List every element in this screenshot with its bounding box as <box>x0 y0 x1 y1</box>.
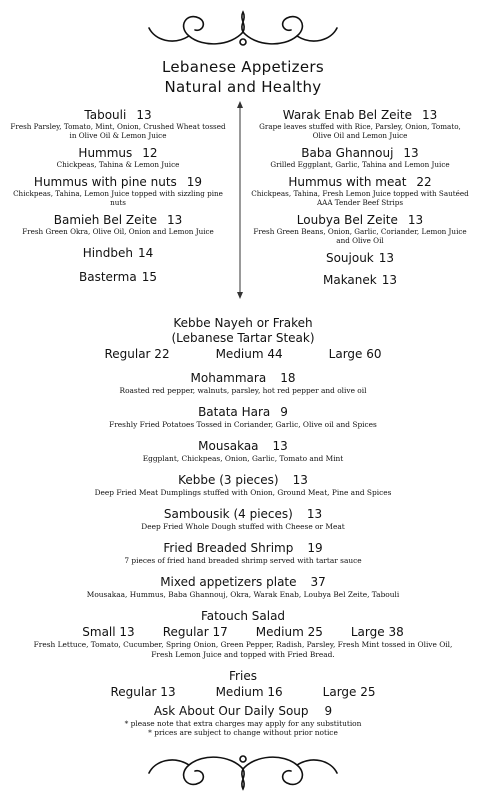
size-options <box>0 346 486 362</box>
menu-item <box>0 439 486 464</box>
item-name: Mixed appetizers plate <box>160 575 297 589</box>
note: * prices are subject to change without prior notice <box>148 728 338 737</box>
size-option: Large 25 <box>322 685 376 699</box>
menu-item <box>0 575 486 600</box>
item-name: Fatouch Salad <box>200 609 286 623</box>
item-name: Mohammara <box>190 371 267 385</box>
item-description: Deep Fried Meat Dumplings stuffed with Onion, Ground Meat, Pine and Spices <box>94 488 392 497</box>
full-width-section <box>0 316 486 737</box>
item-name: Fried Breaded Shrimp <box>163 541 294 555</box>
item-price: 22 <box>416 175 432 189</box>
item-price: 13 <box>306 507 323 521</box>
menu-item <box>8 270 228 284</box>
item-name: Loubya Bel Zeite <box>296 213 398 227</box>
size-option: Regular 13 <box>110 685 176 699</box>
menu-item <box>250 213 470 245</box>
item-description: Eggplant, Chickpeas, Onion, Garlic, Tomato and Mint <box>142 454 344 463</box>
left-column <box>8 108 228 290</box>
item-name: Ask About Our Daily Soup <box>153 704 309 718</box>
item-price: 13 <box>378 251 395 265</box>
menu-item <box>250 175 470 207</box>
menu-item-fatouch <box>0 609 486 660</box>
menu-title: Lebanese Appetizers <box>162 58 324 76</box>
ornament-bottom <box>143 745 343 795</box>
item-price: 14 <box>137 246 154 260</box>
menu-item <box>0 507 486 532</box>
item-description: Chickpeas, Tahina, Lemon Juice topped with sizzling pine nuts <box>13 189 223 207</box>
size-options <box>0 684 486 700</box>
menu-item <box>8 246 228 260</box>
item-price: 13 <box>292 473 308 487</box>
item-description: Grape leaves stuffed with Rice, Parsley, Onion, Tomato, Olive Oil and Lemon Juice <box>259 122 461 140</box>
item-name: Basterma <box>79 270 137 284</box>
item-price: 18 <box>280 371 296 385</box>
item-name: Baba Ghannouj <box>301 146 394 160</box>
menu-item-soup <box>0 704 486 719</box>
item-price: 13 <box>381 273 398 287</box>
size-option: Regular 17 <box>162 625 228 639</box>
item-description: Fresh Lettuce, Tomato, Cucumber, Spring Onion, Green Pepper, Radish, Parsley, Fresh Mint tossed in Olive Oil, Fresh Lemon Juice and topped with Fried Bread. <box>33 640 453 659</box>
item-price: 13 <box>421 108 438 122</box>
item-name: Warak Enab Bel Zeite <box>282 108 412 122</box>
item-description: Freshly Fried Potatoes Tossed in Coriander, Garlic, Olive oil and Spices <box>109 420 377 429</box>
menu-item <box>8 108 228 140</box>
size-option: Medium 44 <box>215 347 283 361</box>
item-name: Tabouli <box>84 108 127 122</box>
item-description: Grilled Eggplant, Garlic, Tahina and Lemon Juice <box>270 160 450 169</box>
item-price: 15 <box>141 270 157 284</box>
item-price: 37 <box>310 575 326 589</box>
item-description: Fresh Green Okra, Olive Oil, Onion and Lemon Juice <box>22 227 214 236</box>
item-description: Chickpeas, Tahina & Lemon Juice <box>56 160 180 169</box>
size-option: Large 60 <box>328 347 382 361</box>
size-option: Large 38 <box>350 625 404 639</box>
menu-item <box>0 405 486 430</box>
ornament-top <box>143 6 343 56</box>
item-description: Chickpeas, Tahina, Fresh Lemon Juice topped with Sautéed AAA Tender Beef Strips <box>251 189 469 207</box>
menu-item <box>8 146 228 169</box>
item-price: 13 <box>407 213 424 227</box>
menu-item <box>0 541 486 566</box>
menu-item-fries <box>0 669 486 700</box>
menu-item <box>250 251 470 265</box>
item-price: 13 <box>403 146 419 160</box>
right-column <box>250 108 470 293</box>
menu-item <box>250 273 470 287</box>
size-option: Small 13 <box>82 625 135 639</box>
menu-item <box>0 371 486 396</box>
menu-item <box>8 175 228 207</box>
item-description: Fresh Parsley, Tomato, Mint, Onion, Crushed Wheat tossed in Olive Oil & Lemon Juice <box>10 122 226 140</box>
item-description: Fresh Green Beans, Onion, Garlic, Coriander, Lemon Juice and Olive Oil <box>253 227 467 245</box>
item-name: Soujouk <box>325 251 374 265</box>
item-name: Batata Hara <box>198 405 271 419</box>
menu-item <box>0 473 486 498</box>
menu-subtitle: Natural and Healthy <box>164 78 322 96</box>
item-name: Kebbe (3 pieces) <box>178 473 279 487</box>
item-price: 13 <box>272 439 288 453</box>
column-divider <box>236 100 244 300</box>
note: * please note that extra charges may apply for any substitution <box>124 719 362 728</box>
item-price: 12 <box>142 146 158 160</box>
item-price: 13 <box>136 108 152 122</box>
item-price: 13 <box>166 213 183 227</box>
size-option: Medium 25 <box>255 625 323 639</box>
item-description: Roasted red pepper, walnuts, parsley, hot red pepper and olive oil <box>119 386 367 395</box>
item-name: Bamieh Bel Zeite <box>53 213 157 227</box>
item-name: Hindbeh <box>82 246 133 260</box>
item-price: 9 <box>280 405 288 419</box>
size-options <box>0 624 486 640</box>
item-price: 19 <box>186 175 203 189</box>
item-description: Mousakaa, Hummus, Baba Ghannouj, Okra, Warak Enab, Loubya Bel Zeite, Tabouli <box>86 590 400 599</box>
item-price: 19 <box>307 541 323 555</box>
item-name: Mousakaa <box>198 439 259 453</box>
item-price: 9 <box>324 704 333 718</box>
item-name: Hummus with meat <box>288 175 407 189</box>
item-name: Kebbe Nayeh or Frakeh <box>173 316 313 330</box>
item-name: Hummus <box>78 146 133 160</box>
item-name: Fries <box>229 669 257 683</box>
size-option: Regular 22 <box>104 347 170 361</box>
size-option: Medium 16 <box>215 685 283 699</box>
menu-item-kebbe-nayeh <box>0 316 486 362</box>
item-name: Hummus with pine nuts <box>33 175 177 189</box>
item-name-subtitle: (Lebanese Tartar Steak) <box>171 331 315 345</box>
item-name: Sambousik (4 pieces) <box>163 507 293 521</box>
menu-item <box>8 213 228 236</box>
menu-item <box>250 146 470 169</box>
item-description: Deep Fried Whole Dough stuffed with Cheese or Meat <box>141 522 345 531</box>
item-description: 7 pieces of fried hand breaded shrimp served with tartar sauce <box>124 556 362 565</box>
menu-item <box>250 108 470 140</box>
item-name: Makanek <box>322 273 377 287</box>
